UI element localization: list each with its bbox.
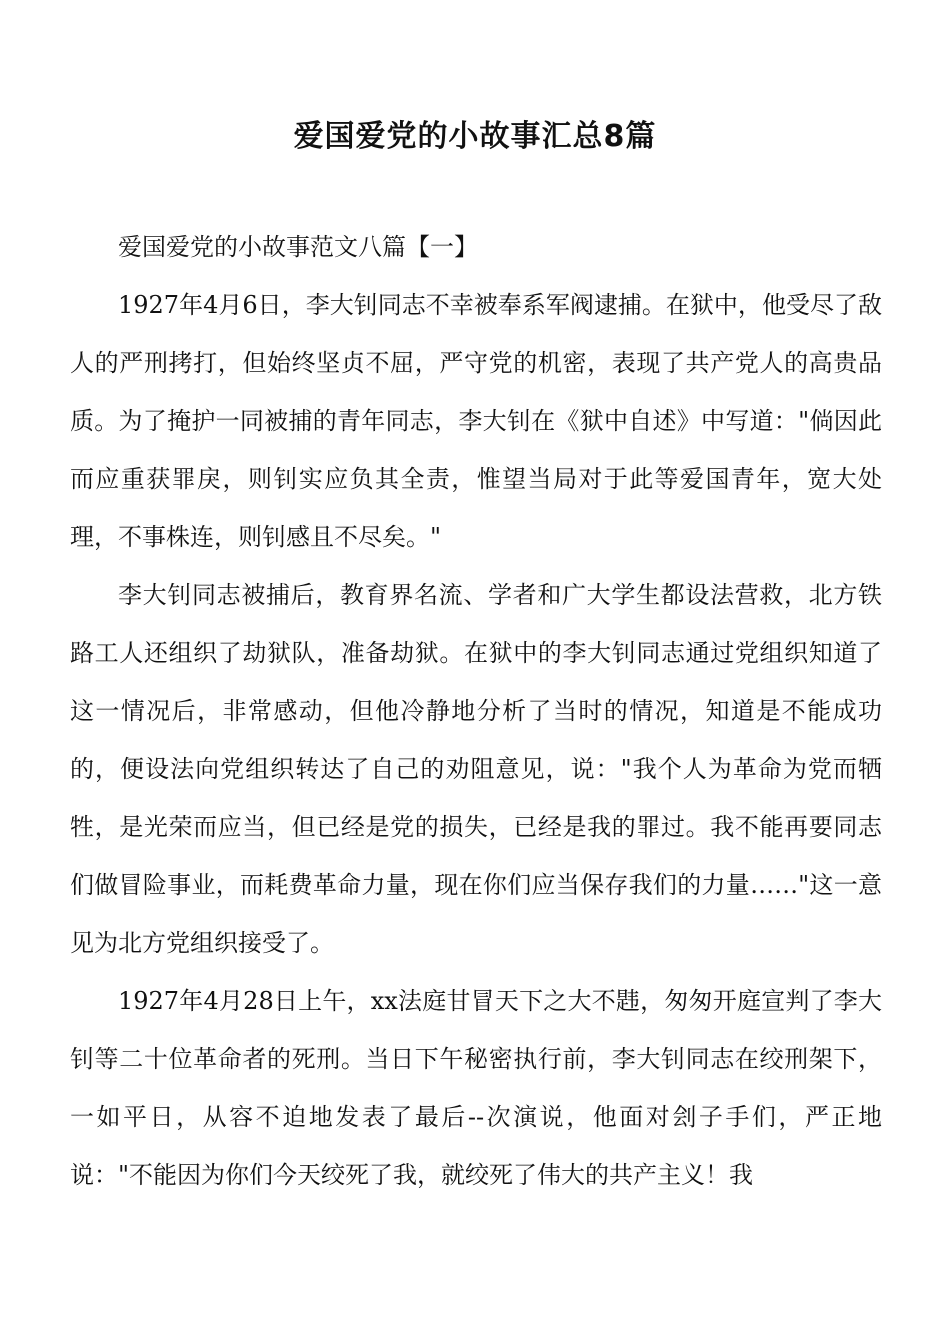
document-body: [70, 218, 882, 1204]
paragraph-3: 1927年4月28日上午，xx法庭甘冒天下之大不韪，匆匆开庭宣判了李大钊等二十位革命者的死刑。当日下午秘密执行前，李大钊同志在绞刑架下，一如平日，从容不迫地发表了最后--次演说，他面对刽子手们，严正地说："不能因为你们今天绞死了我，就绞死了伟大的共产主义！我: [70, 987, 882, 1189]
paragraph-2: 李大钊同志被捕后，教育界名流、学者和广大学生都设法营救，北方铁路工人还组织了劫狱队，准备劫狱。在狱中的李大钊同志通过党组织知道了这一情况后，非常感动，但他冷静地分析了当时的情况，知道是不能成功的，便设法向党组织转达了自己的劝阻意见，说："我个人为革命为党而牺牲，是光荣而应当，但已经是党的损失，已经是我的罪过。我不能再要同志们做冒险事业，而耗费革命力量，现在你们应当保存我们的力量……"这一意见为北方党组织接受了。: [70, 581, 882, 957]
section-heading: 爱国爱党的小故事范文八篇【一】: [118, 233, 478, 261]
paragraph-1: 1927年4月6日，李大钊同志不幸被奉系军阀逮捕。在狱中，他受尽了敌人的严刑拷打，但始终坚贞不屈，严守党的机密，表现了共产党人的高贵品质。为了掩护一同被捕的青年同志，李大钊在《狱中自述》中写道："倘因此而应重获罪戾，则钊实应负其全责，惟望当局对于此等爱国青年，宽大处理，不事株连，则钊感且不尽矣。": [70, 291, 882, 551]
document-title: 爱国爱党的小故事汇总8篇: [293, 119, 657, 155]
